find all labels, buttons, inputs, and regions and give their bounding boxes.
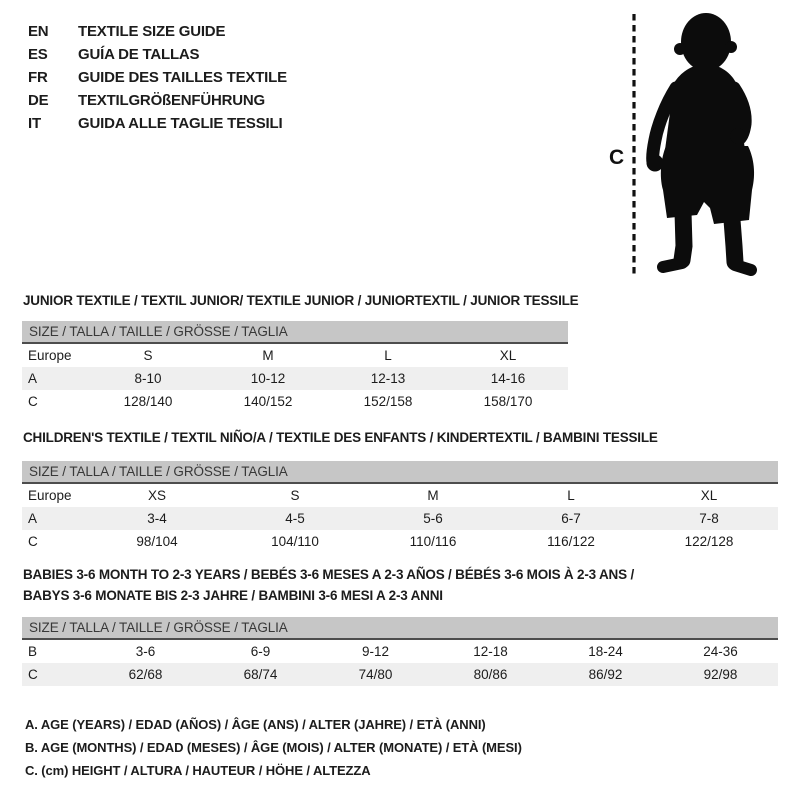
- size-cell: 4-5: [285, 511, 305, 526]
- table-row: [22, 507, 778, 530]
- size-cell: 6-7: [561, 511, 581, 526]
- language-row: [28, 43, 287, 66]
- language-list: [28, 20, 287, 135]
- language-code: EN: [28, 23, 49, 40]
- size-cell: 116/122: [547, 534, 595, 549]
- table-row: [22, 344, 568, 367]
- size-cell: 8-10: [134, 371, 162, 386]
- size-cell: 128/140: [123, 394, 173, 409]
- table-title: [23, 564, 634, 606]
- size-cell: 104/110: [271, 534, 319, 549]
- size-cell: 80/86: [473, 667, 508, 682]
- row-label: Europe: [28, 348, 72, 363]
- size-cell: XL: [499, 348, 517, 363]
- table-title-line: BABYS 3-6 MONATE BIS 2-3 JAHRE / BAMBINI 3-6 MESI A 2-3 ANNI: [23, 588, 443, 603]
- size-cell: 7-8: [699, 511, 719, 526]
- size-cell: 86/92: [588, 667, 623, 682]
- table-title-line: CHILDREN'S TEXTILE / TEXTIL NIÑO/A / TEXTILE DES ENFANTS / KINDERTEXTIL / BAMBINI TESSILE: [23, 430, 658, 445]
- row-label: A: [28, 371, 38, 386]
- size-cell: 68/74: [243, 667, 278, 682]
- toddler-silhouette-icon: [647, 13, 755, 270]
- size-cell: XS: [147, 488, 166, 503]
- row-label: C: [28, 667, 38, 682]
- row-label: B: [28, 644, 38, 659]
- footnote-line: B. AGE (MONTHS) / EDAD (MESES) / ÂGE (MOIS) / ALTER (MONATE) / ETÀ (MESI): [25, 740, 522, 755]
- language-row: [28, 89, 287, 112]
- table-row: [22, 390, 568, 413]
- size-cell: 12-18: [473, 644, 508, 659]
- language-code: DE: [28, 92, 49, 109]
- size-cell: L: [384, 348, 392, 363]
- size-table: [22, 321, 568, 413]
- size-cell: 140/152: [243, 394, 293, 409]
- language-row: [28, 112, 287, 135]
- size-cell: 14-16: [490, 371, 526, 386]
- size-cell: 6-9: [250, 644, 271, 659]
- toddler-figure: [600, 0, 800, 290]
- row-label: C: [28, 534, 38, 549]
- table-row: [22, 484, 778, 507]
- size-cell: M: [262, 348, 274, 363]
- size-cell: 24-36: [703, 644, 738, 659]
- size-cell: 5-6: [423, 511, 443, 526]
- size-cell: S: [290, 488, 300, 503]
- row-label: A: [28, 511, 38, 526]
- table-row: [22, 640, 778, 663]
- table-title-line: BABIES 3-6 MONTH TO 2-3 YEARS / BEBÉS 3-6 MESES A 2-3 AÑOS / BÉBÉS 3-6 MOIS À 2-3 ANS /: [23, 567, 634, 582]
- size-cell: 62/68: [128, 667, 163, 682]
- language-code: ES: [28, 46, 48, 63]
- table-row: [22, 663, 778, 686]
- language-title: GUIDE DES TAILLES TEXTILE: [78, 69, 287, 86]
- size-cell: 74/80: [358, 667, 393, 682]
- size-cell: 158/170: [483, 394, 533, 409]
- language-title: GUIDA ALLE TAGLIE TESSILI: [78, 115, 283, 132]
- size-table: [22, 617, 778, 686]
- table-row: [22, 367, 568, 390]
- footnote-line: A. AGE (YEARS) / EDAD (AÑOS) / ÂGE (ANS) / ALTER (JAHRE) / ETÀ (ANNI): [25, 717, 486, 732]
- size-cell: 10-12: [250, 371, 286, 386]
- size-cell: M: [427, 488, 439, 503]
- language-row: [28, 20, 287, 43]
- size-cell: 3-4: [147, 511, 167, 526]
- table-title-line: JUNIOR TEXTILE / TEXTIL JUNIOR/ TEXTILE JUNIOR / JUNIORTEXTIL / JUNIOR TESSILE: [23, 293, 579, 308]
- row-label: C: [28, 394, 38, 409]
- size-cell: 92/98: [703, 667, 738, 682]
- size-cell: 18-24: [588, 644, 623, 659]
- size-cell: S: [143, 348, 153, 363]
- size-cell: 122/128: [684, 534, 734, 549]
- size-cell: 12-13: [370, 371, 406, 386]
- row-label: Europe: [28, 488, 72, 503]
- table-title: [23, 290, 578, 311]
- size-cell: 9-12: [361, 644, 390, 659]
- language-title: TEXTILGRÖßENFÜHRUNG: [78, 92, 266, 109]
- figure-height-label: C: [609, 146, 625, 169]
- size-cell: XL: [700, 488, 718, 503]
- language-code: FR: [28, 69, 48, 86]
- size-cell: 152/158: [363, 394, 413, 409]
- size-header-bar: SIZE / TALLA / TAILLE / GRÖSSE / TAGLIA: [22, 617, 778, 640]
- footnotes: [25, 713, 522, 782]
- size-header-bar: SIZE / TALLA / TAILLE / GRÖSSE / TAGLIA: [22, 321, 568, 344]
- footnote-line: C. (cm) HEIGHT / ALTURA / HAUTEUR / HÖHE / ALTEZZA: [25, 763, 371, 778]
- size-cell: 98/104: [136, 534, 178, 549]
- size-cell: 110/116: [409, 534, 457, 549]
- size-cell: L: [567, 488, 575, 503]
- language-title: GUÍA DE TALLAS: [78, 46, 200, 63]
- table-row: [22, 530, 778, 553]
- table-title: [23, 427, 658, 448]
- language-row: [28, 66, 287, 89]
- size-header-bar: SIZE / TALLA / TAILLE / GRÖSSE / TAGLIA: [22, 461, 778, 484]
- size-cell: 3-6: [135, 644, 156, 659]
- size-table: [22, 461, 778, 553]
- language-title: TEXTILE SIZE GUIDE: [78, 23, 226, 40]
- language-code: IT: [28, 115, 41, 132]
